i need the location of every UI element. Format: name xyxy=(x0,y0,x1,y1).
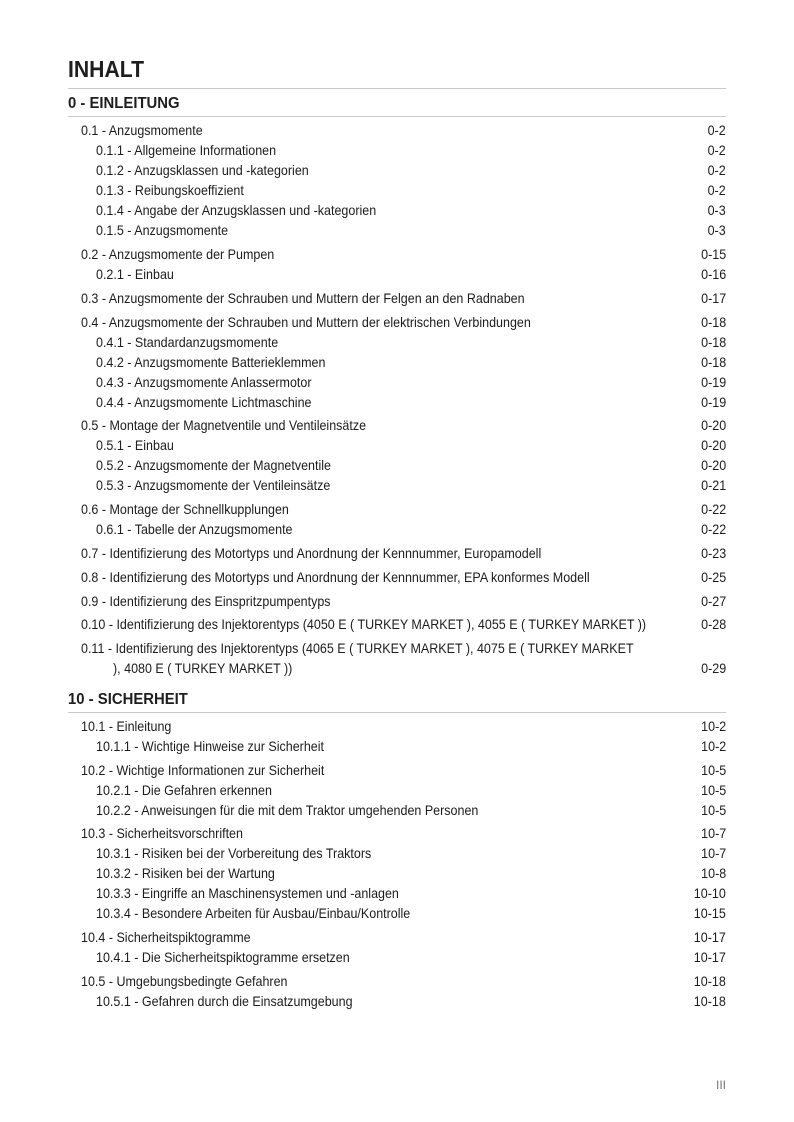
toc-entry-title: 10.3 - Sicherheitsvorschriften xyxy=(81,826,243,841)
toc-entry-page: 0-3 xyxy=(707,203,726,218)
toc-entry-title: 0.9 - Identifizierung des Einspritzpumpentyps xyxy=(81,594,331,609)
toc-entry-title: 0.10 - Identifizierung des Injektorentyps (4050 E ( TURKEY MARKET ), 4055 E ( TURKEY MARKET )) xyxy=(81,617,647,632)
toc-entry-title: 10.3.2 - Risiken bei der Wartung xyxy=(96,866,275,881)
toc-entry-page: 0-28 xyxy=(700,617,726,632)
toc-entry-page: 10-10 xyxy=(694,886,726,901)
toc-entry-page: 10-15 xyxy=(694,906,726,921)
toc-entry-page: 0-18 xyxy=(700,315,726,330)
toc-entry-page: 0-2 xyxy=(707,163,726,178)
toc-entry-title: 0.5 - Montage der Magnetventile und Ventileinsätze xyxy=(81,418,367,433)
toc-entry-page: 0-25 xyxy=(700,570,726,585)
toc-entry-title: 0.4.4 - Anzugsmomente Lichtmaschine xyxy=(96,395,312,410)
toc-entry-page: 10-7 xyxy=(700,846,726,861)
page-number: III xyxy=(715,1078,726,1092)
toc-entry-title: 0.5.3 - Anzugsmomente der Ventileinsätze xyxy=(96,478,331,493)
section-divider xyxy=(68,116,726,117)
toc-entry-page: 10-5 xyxy=(700,783,726,798)
toc-entry-title: 10.3.4 - Besondere Arbeiten für Ausbau/Einbau/Kontrolle xyxy=(96,906,411,921)
toc-entry-title: 10.2.1 - Die Gefahren erkennen xyxy=(96,783,272,798)
toc-entry-title: 0.4.3 - Anzugsmomente Anlassermotor xyxy=(96,375,312,390)
toc-entry-title: 0.8 - Identifizierung des Motortyps und Anordnung der Kennnummer, EPA konformes Modell xyxy=(81,570,590,585)
toc-entry-page: 0-19 xyxy=(700,375,726,390)
toc-entry-page: 0-21 xyxy=(700,478,726,493)
toc-entry-page: 0-2 xyxy=(707,183,726,198)
toc-entry-page: 0-22 xyxy=(700,502,726,517)
toc-entry-page: 10-18 xyxy=(694,994,726,1009)
toc-entry-title: 0.4.1 - Standardanzugsmomente xyxy=(96,335,279,350)
toc-entry-page: 10-17 xyxy=(694,950,726,965)
toc-entry-page: 10-8 xyxy=(700,866,726,881)
toc-entry-page: 0-15 xyxy=(700,247,726,262)
toc-entry-page: 10-18 xyxy=(694,974,726,989)
toc-entry-page: 0-2 xyxy=(707,123,726,138)
toc-entry-page: 0-27 xyxy=(700,594,726,609)
toc-entry-page: 0-17 xyxy=(700,291,726,306)
toc-entry-title-cont: ), 4080 E ( TURKEY MARKET )) xyxy=(113,661,293,676)
toc-entry-page: 10-17 xyxy=(694,930,726,945)
toc-entry-page: 0-29 xyxy=(700,661,726,676)
toc-entry-page: 0-18 xyxy=(700,335,726,350)
toc-entry-title: 0.1 - Anzugsmomente xyxy=(81,123,203,138)
toc-entry-page: 10-7 xyxy=(700,826,726,841)
toc-entry-page: 10-2 xyxy=(700,719,726,734)
toc-entry-title: 10.4.1 - Die Sicherheitspiktogramme ersetzen xyxy=(96,950,350,965)
toc-entry-title: 10.3.1 - Risiken bei der Vorbereitung des Traktors xyxy=(96,846,372,861)
toc-entry-title: 0.1.1 - Allgemeine Informationen xyxy=(96,143,277,158)
toc-entry-title: 0.6.1 - Tabelle der Anzugsmomente xyxy=(96,522,293,537)
toc-entry-page: 0-22 xyxy=(700,522,726,537)
toc-entry-title: 0.2.1 - Einbau xyxy=(96,267,174,282)
title-divider xyxy=(68,88,726,89)
toc-entry-page: 0-16 xyxy=(700,267,726,282)
toc-entry-page: 0-20 xyxy=(700,458,726,473)
section-heading: 10 - SICHERHEIT xyxy=(68,691,188,708)
toc-entry-title: 0.4 - Anzugsmomente der Schrauben und Muttern der elektrischen Verbindungen xyxy=(81,315,531,330)
toc-entry-title: 0.1.4 - Angabe der Anzugsklassen und -kategorien xyxy=(96,203,377,218)
toc-entry-page: 10-2 xyxy=(700,739,726,754)
toc-entry-title: 10.2 - Wichtige Informationen zur Sicherheit xyxy=(81,763,325,778)
page-title: INHALT xyxy=(68,56,145,82)
toc-entry-page: 0-23 xyxy=(700,546,726,561)
toc-entry-page: 0-3 xyxy=(707,223,726,238)
section-heading: 0 - EINLEITUNG xyxy=(68,95,180,112)
toc-entry-title: 0.1.5 - Anzugsmomente xyxy=(96,223,229,238)
toc-entry-page: 0-18 xyxy=(700,355,726,370)
toc-entry-title: 0.1.3 - Reibungskoeffizient xyxy=(96,183,244,198)
section-divider xyxy=(68,712,726,713)
toc-entry-title: 0.3 - Anzugsmomente der Schrauben und Muttern der Felgen an den Radnaben xyxy=(81,291,525,306)
toc-entry-page: 0-19 xyxy=(700,395,726,410)
toc-entry-title: 0.6 - Montage der Schnellkupplungen xyxy=(81,502,289,517)
toc-entry-title: 10.3.3 - Eingriffe an Maschinensystemen und -anlagen xyxy=(96,886,399,901)
toc-entry-title: 10.5 - Umgebungsbedingte Gefahren xyxy=(81,974,288,989)
toc-entry-title: 10.4 - Sicherheitspiktogramme xyxy=(81,930,251,945)
toc-entry-title: 10.1 - Einleitung xyxy=(81,719,172,734)
toc-entry-title: 0.4.2 - Anzugsmomente Batterieklemmen xyxy=(96,355,326,370)
toc-entry-title: 0.11 - Identifizierung des Injektorentyps (4065 E ( TURKEY MARKET ), 4075 E ( TURKEY MARKET xyxy=(81,641,634,656)
toc-entry-title: 10.5.1 - Gefahren durch die Einsatzumgebung xyxy=(96,994,353,1009)
toc-entry-title: 0.2 - Anzugsmomente der Pumpen xyxy=(81,247,275,262)
toc-entry-title: 0.5.2 - Anzugsmomente der Magnetventile xyxy=(96,458,331,473)
toc-entry-page: 0-20 xyxy=(700,418,726,433)
toc-entry-page: 0-20 xyxy=(700,438,726,453)
toc-entry-page: 0-2 xyxy=(707,143,726,158)
toc-entry-title: 0.7 - Identifizierung des Motortyps und Anordnung der Kennnummer, Europamodell xyxy=(81,546,542,561)
toc-entry-page: 10-5 xyxy=(700,803,726,818)
toc-entry-title: 10.1.1 - Wichtige Hinweise zur Sicherheit xyxy=(96,739,325,754)
toc-entry-title: 10.2.2 - Anweisungen für die mit dem Traktor umgehenden Personen xyxy=(96,803,479,818)
toc-entry-title: 0.1.2 - Anzugsklassen und -kategorien xyxy=(96,163,309,178)
toc-entry-title: 0.5.1 - Einbau xyxy=(96,438,174,453)
toc-entry-page: 10-5 xyxy=(700,763,726,778)
